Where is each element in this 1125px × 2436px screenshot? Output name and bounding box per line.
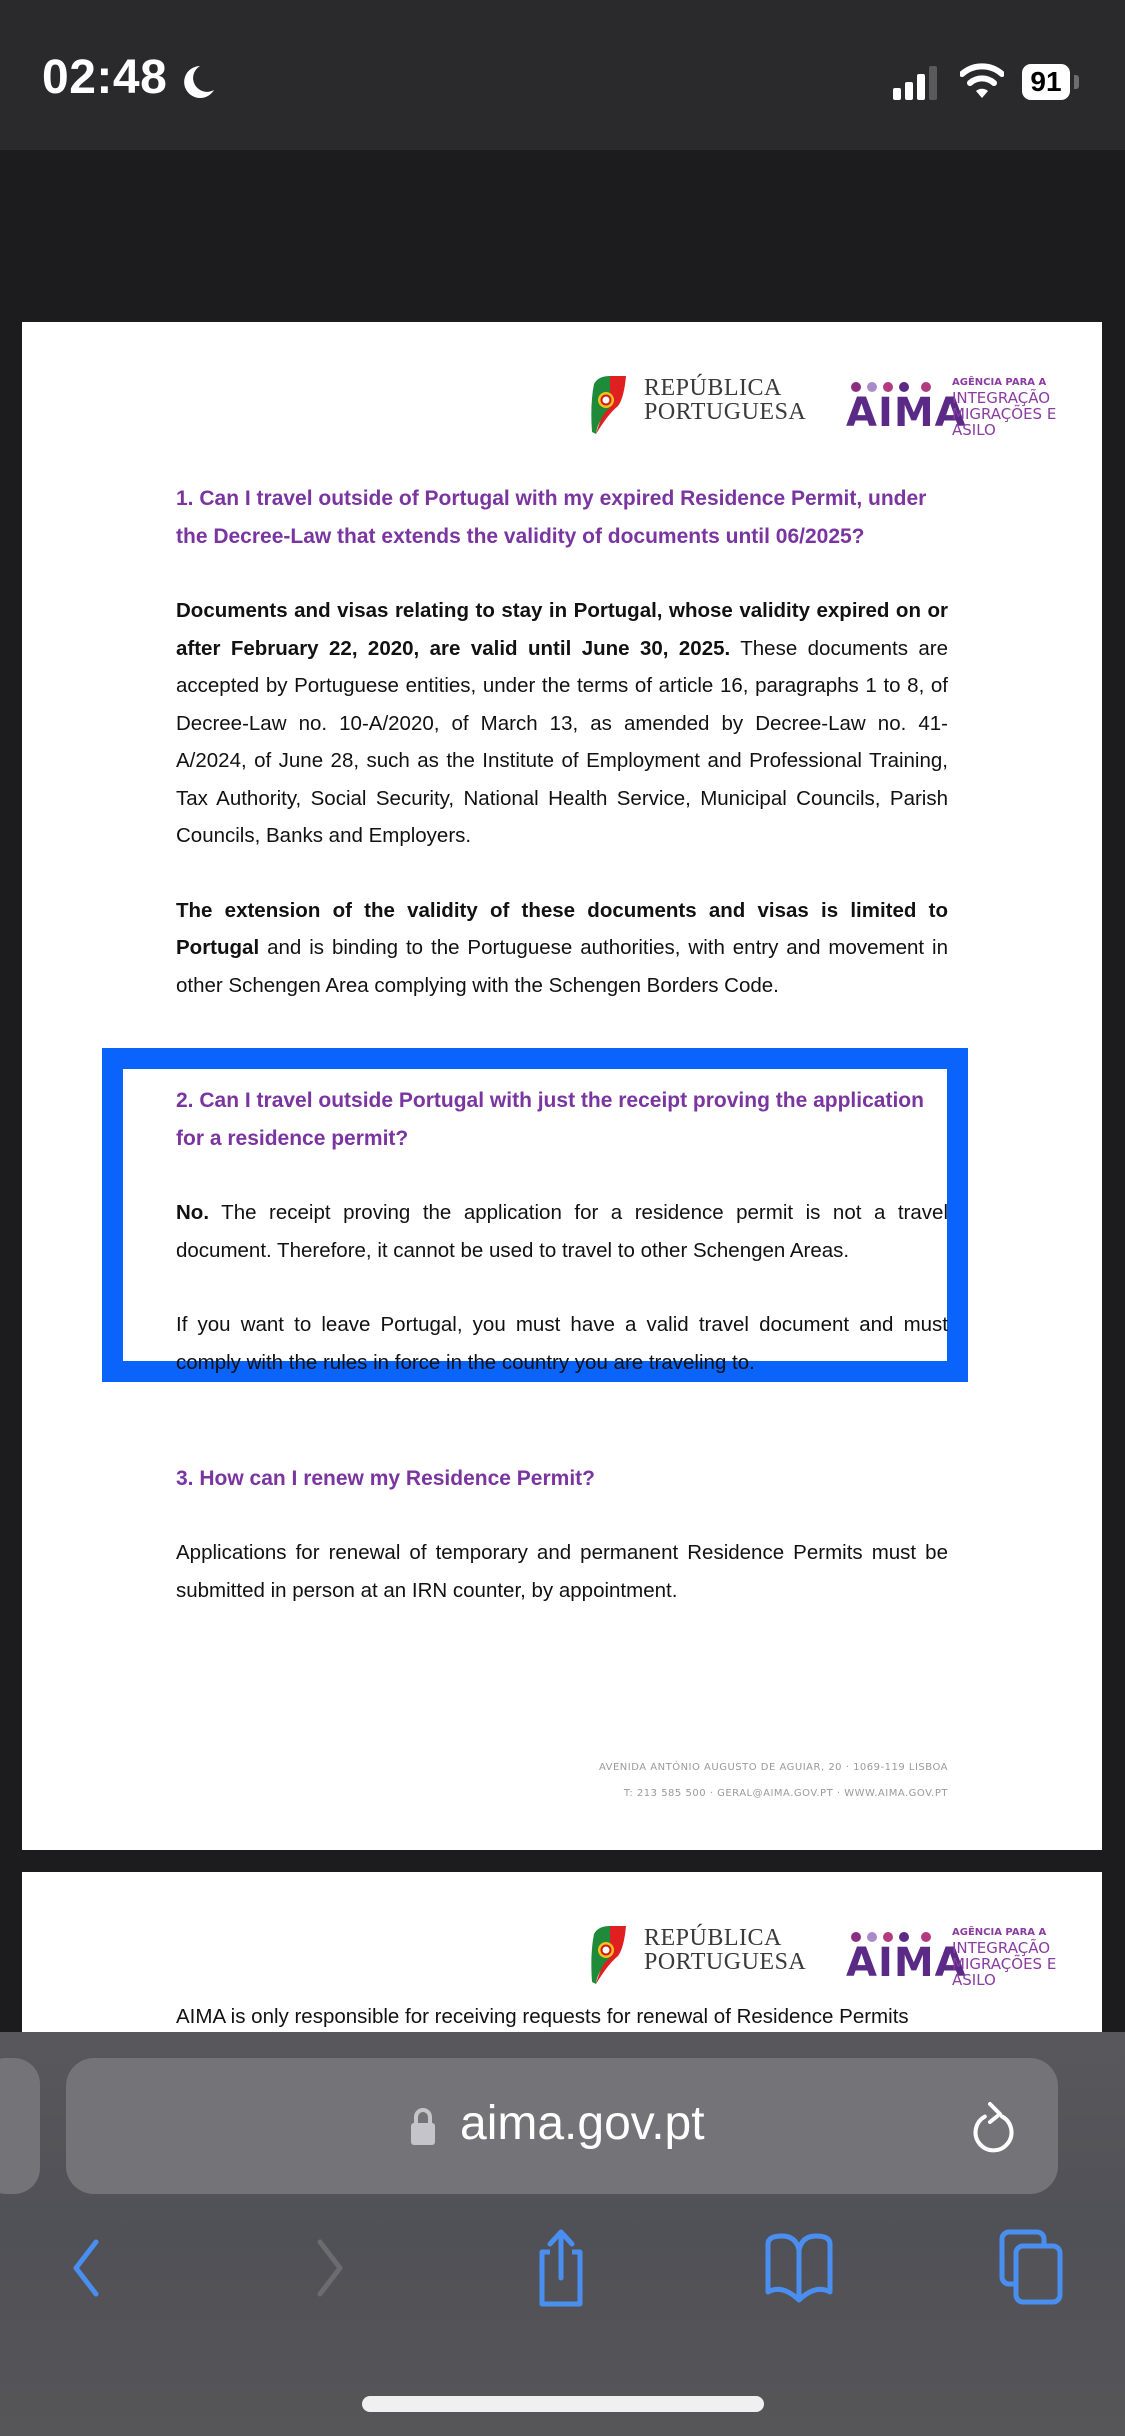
faq-question-2: 2. Can I travel outside Portugal with just the receipt proving the application for a residence permit?	[176, 1089, 924, 1150]
home-indicator	[362, 2396, 764, 2412]
previous-tab-preview[interactable]	[0, 2058, 40, 2194]
answer-bold-text: No.	[176, 1201, 210, 1224]
status-time: 02:48	[42, 51, 168, 104]
battery-indicator	[1022, 64, 1070, 100]
answer-bold-text: Documents and visas relating to stay in Portugal, whose validity expired on or after February 22, 2020, are valid until June 30, 2025.	[176, 599, 948, 660]
header-logos	[572, 374, 1092, 444]
answer-text: and is binding to the Portuguese authorities, with entry and movement in other Schengen Area complying with the Schengen Borders Code.	[176, 936, 948, 997]
faq-answer-3-paragraph-1: Applications for renewal of temporary and permanent Residence Permits must be submitted in person at an IRN counter, by appointment.	[176, 1541, 948, 1602]
aima-tagline-2: INTEGRAÇÃO	[952, 1939, 1050, 1957]
aima-tagline-2: INTEGRAÇÃO	[952, 389, 1050, 407]
aima-tagline	[952, 376, 1092, 438]
url-text[interactable]: aima.gov.pt	[460, 2097, 705, 2150]
aima-tagline-3: MIGRAÇÕES E ASILO	[952, 405, 1057, 439]
faq-section-3	[176, 1460, 948, 1609]
faq-question-1: 1. Can I travel outside of Portugal with my expired Residence Permit, under the Decree-Law that extends the validity of documents until 06/2025?	[176, 487, 927, 548]
aima-wordmark: AIMA	[846, 1940, 967, 1986]
cellular-signal-icon	[893, 66, 937, 100]
header-logos	[572, 1924, 1092, 1994]
status-bar	[0, 0, 1125, 150]
portuguese-republic-logo-icon	[588, 374, 628, 436]
footer-address: AVENIDA ANTÓNIO AUGUSTO DE AGUIAR, 20 · 1069-119 LISBOA	[598, 1762, 948, 1773]
wordmark-line2: PORTUGUESA	[644, 1949, 807, 1975]
tabs-button[interactable]	[996, 2228, 1066, 2308]
address-bar[interactable]	[66, 2058, 1058, 2194]
moon-icon	[178, 62, 218, 102]
aima-tagline-1: AGÊNCIA PARA A	[952, 1927, 1047, 1938]
bookmarks-button[interactable]	[764, 2228, 834, 2308]
wordmark-line2: PORTUGUESA	[644, 399, 807, 425]
wordmark-line1: REPÚBLICA	[644, 1925, 782, 1951]
answer-text: The receipt proving the application for a residence permit is not a travel document. Therefore, it cannot be used to travel to other Schengen Areas.	[176, 1201, 948, 1262]
battery-cap	[1074, 75, 1079, 89]
reload-icon[interactable]	[966, 2100, 1018, 2156]
answer-bold-text: The extension of the validity of these documents and visas is limited to Portugal	[176, 898, 948, 959]
portuguese-republic-logo-icon	[588, 1924, 628, 1986]
back-button[interactable]	[50, 2228, 120, 2308]
answer-text: These documents are accepted by Portuguese entities, under the terms of article 16, paragraphs 1 to 8, of Decree-Law no. 10-A/2020, of March 13, as amended by Decree-Law no. 41-A/2024, of June 28, such as the Institute of Employment and Professional Training, Tax Authority, Social Security, National Health Service, Municipal Councils, Parish Councils, Banks and Employers.	[176, 636, 948, 847]
faq-question-3: 3. How can I renew my Residence Permit?	[176, 1467, 595, 1490]
faq-section-1	[176, 480, 948, 1004]
aima-wordmark: AIMA	[846, 390, 967, 436]
wifi-icon	[960, 62, 1004, 100]
forward-button[interactable]	[296, 2228, 366, 2308]
aima-tagline-3: MIGRAÇÕES E ASILO	[952, 1955, 1057, 1989]
republica-portuguesa-wordmark	[644, 1926, 806, 1974]
page2-content	[176, 1998, 948, 2036]
aima-tagline	[952, 1926, 1092, 1988]
faq-answer-1-paragraph-1	[176, 592, 948, 855]
faq-answer-2-paragraph-2: If you want to leave Portugal, you must have a valid travel document and must comply with the rules in force in the country you are traveling to.	[176, 1313, 948, 1374]
faq-section-2	[176, 1082, 948, 1381]
share-button[interactable]	[526, 2228, 596, 2308]
page2-first-line: AIMA is only responsible for receiving requests for renewal of Residence Permits	[176, 2005, 909, 2028]
republica-portuguesa-wordmark	[644, 376, 806, 424]
wordmark-line1: REPÚBLICA	[644, 375, 782, 401]
faq-answer-2-paragraph-1	[176, 1194, 948, 1269]
lock-icon	[410, 2106, 436, 2146]
battery-level: 91	[1030, 66, 1062, 97]
faq-answer-1-paragraph-2	[176, 892, 948, 1005]
pdf-page-1	[22, 322, 1102, 1850]
aima-tagline-1: AGÊNCIA PARA A	[952, 377, 1047, 388]
footer-contacts: T: 213 585 500 · GERAL@AIMA.GOV.PT · WWW.AIMA.GOV.PT	[623, 1788, 948, 1799]
